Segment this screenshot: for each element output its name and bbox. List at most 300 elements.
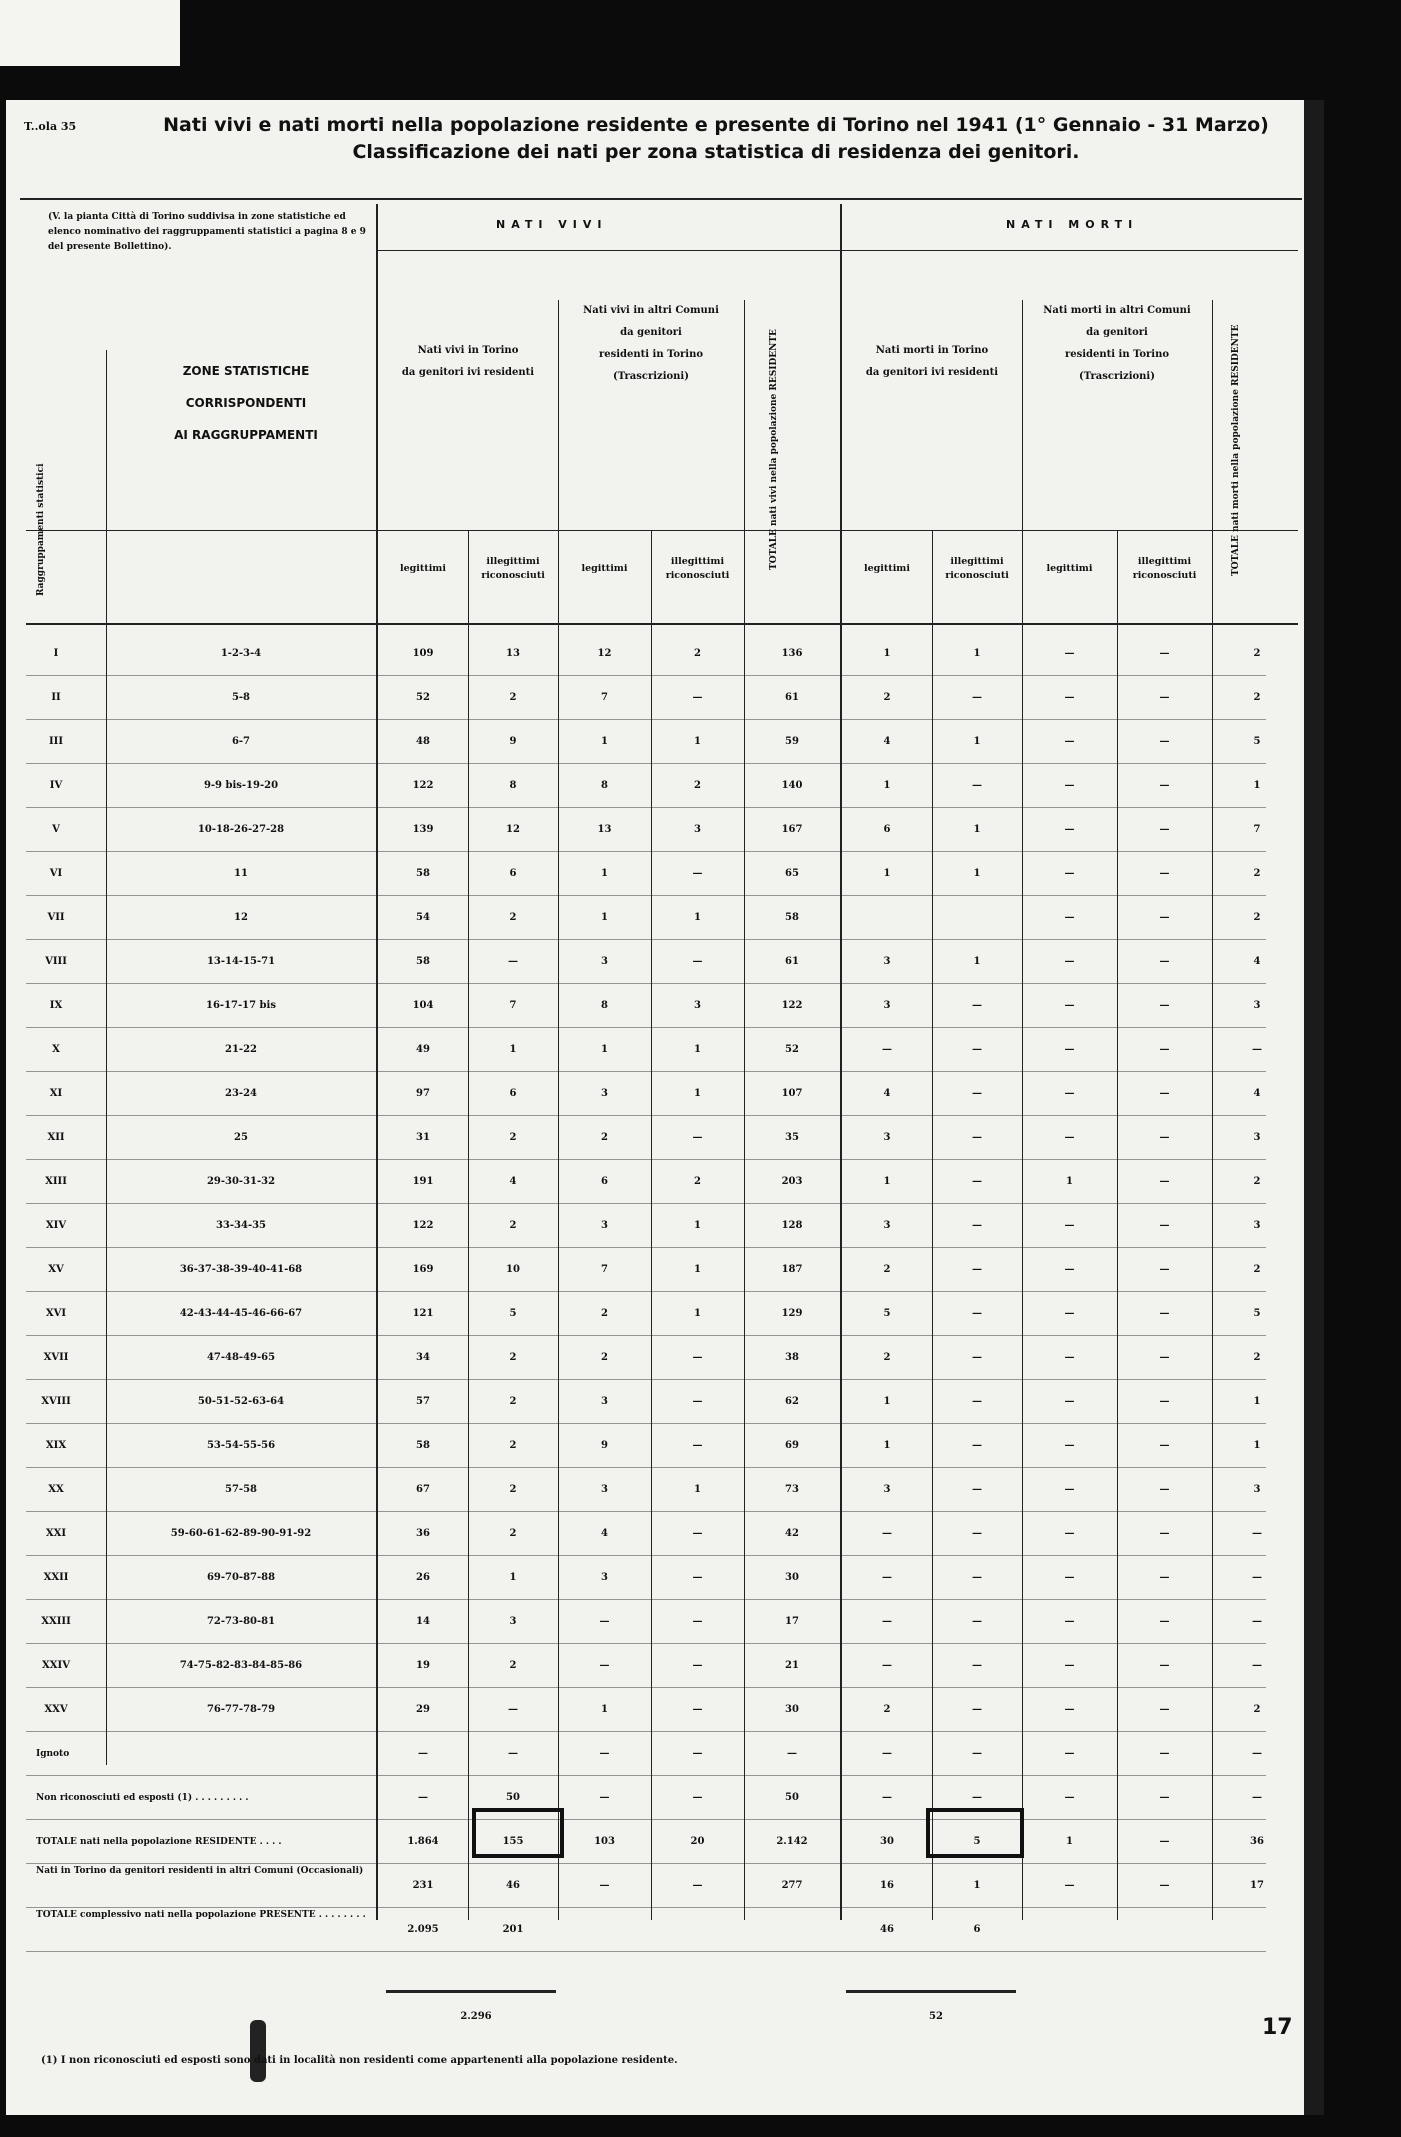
table-cell: —	[1159, 1836, 1170, 1847]
table-cell: 3	[883, 1000, 891, 1011]
table-cell: —	[599, 1748, 610, 1759]
table-cell: 52	[416, 692, 430, 703]
table-cell: 128	[781, 1220, 803, 1231]
table-cell: 1	[1253, 1396, 1261, 1407]
table-cell: —	[692, 1792, 703, 1803]
table-cell	[1117, 1908, 1212, 1952]
table-cell: 1	[694, 1044, 701, 1055]
zone-head-line-1: ZONE STATISTICHE	[182, 364, 310, 378]
table-cell: 49	[416, 1044, 430, 1055]
table-cell: —	[1252, 1660, 1262, 1671]
row-rule	[26, 1951, 1266, 1952]
group-numeral: III	[48, 736, 64, 747]
table-cell: 57	[416, 1396, 430, 1407]
table-cell: 191	[412, 1176, 434, 1187]
nm-torino-line-2: da genitori ivi residenti	[865, 367, 999, 378]
table-row	[26, 1336, 1266, 1380]
table-cell: —	[972, 1484, 982, 1495]
table-cell: 38	[785, 1352, 799, 1363]
zone-list: 12	[234, 912, 248, 923]
table-cell: 62	[785, 1396, 799, 1407]
table-cell: —	[972, 1616, 982, 1627]
table-cell: 103	[594, 1836, 615, 1847]
table-cell: 1	[694, 912, 701, 923]
group-numeral: IV	[49, 780, 63, 791]
group-numeral: V	[52, 824, 60, 835]
table-cell: —	[692, 1704, 703, 1715]
zone-list: 23-24	[225, 1088, 257, 1099]
zone-head-line-2: CORRISPONDENTI	[185, 396, 307, 410]
group-numeral: II	[51, 692, 61, 703]
table-cell: 1	[694, 1220, 701, 1231]
table-cell: 3	[1253, 1132, 1261, 1143]
zone-list: 72-73-80-81	[206, 1616, 276, 1627]
table-cell: —	[972, 1044, 982, 1055]
table-cell: —	[1159, 1792, 1170, 1803]
subhead-illegittimi: illegittimi riconosciuti	[665, 556, 730, 581]
group-numeral: XVIII	[41, 1396, 71, 1407]
table-cell: —	[418, 1792, 428, 1803]
group-numeral: XXII	[43, 1572, 69, 1583]
group-numeral: XXI	[45, 1528, 67, 1539]
header-divider	[378, 250, 1298, 251]
table-cell: 1	[883, 1440, 891, 1451]
table-cell: 4	[1253, 956, 1261, 967]
table-cell: 1	[973, 956, 981, 967]
subhead-legittimi: legittimi	[581, 563, 628, 574]
table-cell: 30	[785, 1704, 799, 1715]
table-cell: —	[882, 1044, 892, 1055]
table-cell: 203	[781, 1176, 803, 1187]
table-cell: 2	[883, 1704, 891, 1715]
table-cell: —	[1064, 1792, 1075, 1803]
table-cell: 3	[601, 1088, 608, 1099]
table-cell: 31	[416, 1132, 430, 1143]
summary-label: TOTALE complessivo nati nella popolazione PRESENTE . . . . . . . .	[36, 1910, 366, 1920]
table-row	[26, 676, 1266, 720]
table-cell: —	[972, 780, 982, 791]
table-cell: 19	[416, 1660, 430, 1671]
table-cell: 30	[785, 1572, 799, 1583]
zone-list: 76-77-78-79	[206, 1704, 276, 1715]
group-numeral: XXIII	[41, 1616, 71, 1627]
table-cell: 2.095	[407, 1924, 439, 1935]
col-nm-altri	[1022, 300, 1212, 388]
table-row	[26, 1072, 1266, 1116]
table-row	[26, 1512, 1266, 1556]
table-cell: 5	[509, 1308, 517, 1319]
table-cell: 1	[973, 868, 981, 879]
nv-altri-line-4: (Trascrizioni)	[613, 371, 689, 382]
table-cell: 2	[509, 1396, 517, 1407]
table-cell: 13	[597, 824, 612, 835]
table-cell: 21	[785, 1660, 799, 1671]
col-raggruppamenti: Raggruppamenti statistici	[36, 463, 46, 597]
table-row	[26, 1424, 1266, 1468]
table-cell: —	[1159, 956, 1170, 967]
table-cell: —	[1159, 736, 1170, 747]
table-cell: 2	[1253, 1704, 1261, 1715]
table-cell: —	[972, 1660, 982, 1671]
table-cell: —	[882, 1572, 892, 1583]
table-cell: —	[1159, 1000, 1170, 1011]
table-cell: 7	[601, 692, 608, 703]
nm-altri-line-4: (Trascrizioni)	[1079, 371, 1155, 382]
table-cell: 58	[416, 868, 430, 879]
table-cell	[932, 896, 1022, 940]
col-totale-vivi: TOTALE nati vivi nella popolazione RESIDENTE	[769, 329, 779, 571]
subhead-illegittimi: illegittimi riconosciuti	[945, 556, 1009, 581]
table-cell: —	[692, 1528, 703, 1539]
table-cell: —	[1252, 1748, 1262, 1759]
table-cell: 1	[973, 648, 981, 659]
table-cell: 1	[883, 1176, 891, 1187]
table-cell: 4	[509, 1176, 517, 1187]
table-cell: —	[692, 1132, 703, 1143]
nm-torino-line-1: Nati morti in Torino	[875, 345, 989, 356]
table-cell: —	[692, 1440, 703, 1451]
table-label: T..ola 35	[24, 120, 77, 133]
table-cell: —	[1159, 1088, 1170, 1099]
table-cell: 1	[601, 912, 608, 923]
table-cell: 58	[785, 912, 799, 923]
nv-altri-line-2: da genitori	[620, 327, 682, 338]
scan-margin	[0, 0, 180, 66]
table-cell: 17	[785, 1616, 799, 1627]
col-nv-torino	[378, 340, 558, 384]
table-cell: 1	[694, 1088, 701, 1099]
table-cell: —	[599, 1880, 610, 1891]
table-cell: —	[692, 1660, 703, 1671]
zone-list: 21-22	[225, 1044, 257, 1055]
table-cell: —	[1159, 1264, 1170, 1275]
summary-row	[26, 1776, 1266, 1820]
table-cell: —	[972, 1176, 982, 1187]
table-cell: 3	[601, 1396, 608, 1407]
table-cell: —	[972, 1792, 982, 1803]
table-cell: 1	[694, 1264, 701, 1275]
page-number: 17	[1262, 2015, 1293, 2040]
table-cell: 35	[785, 1132, 799, 1143]
table-cell: —	[972, 1264, 982, 1275]
table-row	[26, 1248, 1266, 1292]
table-cell: 1	[1253, 780, 1261, 791]
table-cell: —	[1252, 1044, 1262, 1055]
table-cell: 2	[1253, 868, 1261, 879]
zone-list: 50-51-52-63-64	[197, 1396, 285, 1407]
summary-row	[26, 1864, 1266, 1908]
table-cell: 1	[973, 736, 981, 747]
grand-total-morti: 52	[929, 2011, 943, 2022]
table-cell: —	[1159, 1880, 1170, 1891]
table-cell: —	[882, 1616, 892, 1627]
table-cell: —	[1064, 1044, 1075, 1055]
table-cell: 3	[694, 824, 701, 835]
subhead-legittimi: legittimi	[1046, 563, 1093, 574]
highlight-box	[472, 1808, 564, 1858]
col-nv-altri	[558, 300, 744, 388]
table-cell: —	[1159, 1220, 1170, 1231]
table-cell: 104	[412, 1000, 434, 1011]
group-numeral: XVII	[43, 1352, 69, 1363]
subhead-illegittimi: illegittimi riconosciuti	[481, 556, 545, 581]
table-cell: 7	[509, 1000, 517, 1011]
table-cell: —	[508, 1704, 518, 1715]
header-divider	[376, 204, 378, 624]
table-cell: —	[508, 1748, 518, 1759]
table-cell: 1	[1066, 1836, 1073, 1847]
table-cell: —	[1159, 1616, 1170, 1627]
table-cell	[744, 1908, 840, 1952]
table-cell: 1	[883, 1396, 891, 1407]
table-cell: 3	[601, 1220, 608, 1231]
header-divider	[106, 350, 107, 625]
table-cell: 201	[502, 1924, 524, 1935]
table-cell: 2	[509, 1528, 517, 1539]
table-cell: —	[1064, 956, 1075, 967]
table-cell: 5	[883, 1308, 891, 1319]
zone-list: 11	[234, 868, 248, 879]
table-cell: 5	[973, 1836, 981, 1847]
table-cell: 122	[412, 1220, 434, 1231]
table-cell: 97	[416, 1088, 430, 1099]
table-row	[26, 1468, 1266, 1512]
table-cell: 2	[601, 1132, 608, 1143]
table-row	[26, 852, 1266, 896]
table-cell: 2	[1253, 1352, 1261, 1363]
table-cell: 2	[509, 692, 517, 703]
table-cell: 3	[601, 1484, 608, 1495]
group-numeral: XXIV	[42, 1660, 70, 1671]
table-row	[26, 1160, 1266, 1204]
group-numeral: XVI	[45, 1308, 67, 1319]
table-row	[26, 896, 1266, 940]
table-cell: —	[1064, 1440, 1075, 1451]
group-numeral: XXV	[44, 1704, 68, 1715]
table-cell: 2	[1253, 648, 1261, 659]
group-numeral: XIV	[45, 1220, 67, 1231]
table-cell: 7	[601, 1264, 608, 1275]
table-cell: 2	[883, 1264, 891, 1275]
table-cell: 1.864	[407, 1836, 439, 1847]
table-cell: —	[972, 1132, 982, 1143]
nv-torino-line-1: Nati vivi in Torino	[417, 345, 519, 356]
footnote: (1) I non riconosciuti ed esposti sono dati in località non residenti come appartenenti alla popolazione residente.	[41, 2055, 678, 2066]
table-cell: 2	[601, 1352, 608, 1363]
highlight-box	[926, 1808, 1024, 1858]
table-cell: 1	[509, 1044, 517, 1055]
table-cell: 140	[781, 780, 803, 791]
table-cell: —	[1064, 1572, 1075, 1583]
table-cell: —	[1064, 912, 1075, 923]
table-cell: 4	[883, 736, 891, 747]
table-cell: —	[1252, 1572, 1262, 1583]
summary-row	[26, 1732, 1266, 1776]
document-page	[6, 100, 1304, 2115]
table-cell: 3	[1253, 1220, 1261, 1231]
group-numeral: XIII	[45, 1176, 67, 1187]
col-nm-torino	[842, 340, 1022, 384]
table-cell: —	[1064, 1396, 1075, 1407]
table-cell: 155	[502, 1836, 524, 1847]
table-cell: —	[1064, 1748, 1075, 1759]
table-cell: 48	[416, 736, 430, 747]
table-row	[26, 1380, 1266, 1424]
table-cell: 2	[883, 692, 891, 703]
zone-list: 47-48-49-65	[206, 1352, 276, 1363]
table-cell: 1	[973, 824, 981, 835]
summary-row	[26, 1820, 1266, 1864]
table-cell: 121	[412, 1308, 434, 1319]
zone-list: 13-14-15-71	[206, 956, 276, 967]
table-cell: 2	[1253, 692, 1261, 703]
table-cell: 14	[416, 1616, 430, 1627]
table-cell: 12	[506, 824, 520, 835]
table-cell: 3	[883, 1484, 891, 1495]
group-numeral: VI	[49, 868, 63, 879]
subhead-illegittimi: illegittimi riconosciuti	[1132, 556, 1197, 581]
table-cell: —	[599, 1792, 610, 1803]
zone-list: 5-8	[231, 692, 251, 703]
group-numeral: VII	[47, 912, 65, 923]
table-cell: 42	[785, 1528, 799, 1539]
table-cell: 6	[509, 868, 517, 879]
table-cell: —	[692, 868, 703, 879]
table-cell: 1	[883, 868, 891, 879]
table-cell: —	[1252, 1792, 1262, 1803]
table-cell: —	[1064, 1264, 1075, 1275]
table-cell: —	[1159, 1352, 1170, 1363]
table-cell: —	[972, 1748, 982, 1759]
table-cell: 1	[509, 1572, 517, 1583]
table-cell: —	[1159, 1440, 1170, 1451]
table-cell: —	[1159, 1660, 1170, 1671]
table-cell: 3	[883, 956, 891, 967]
table-cell: —	[1064, 868, 1075, 879]
table-cell: 2	[694, 780, 701, 791]
table-cell: 58	[416, 1440, 430, 1451]
table-cell: 26	[416, 1572, 430, 1583]
table-row	[26, 1600, 1266, 1644]
table-cell: 2	[509, 1660, 517, 1671]
table-cell: 2	[1253, 912, 1261, 923]
table-cell: —	[692, 1352, 703, 1363]
table-cell: 12	[597, 648, 612, 659]
table-cell: —	[1064, 1132, 1075, 1143]
table-cell: 1	[883, 648, 891, 659]
table-cell: 5	[1253, 736, 1261, 747]
table-cell: 58	[416, 956, 430, 967]
table-cell: —	[1064, 736, 1075, 747]
zone-head-line-3: AI RAGGRUPPAMENTI	[174, 428, 318, 442]
table-cell: 129	[781, 1308, 803, 1319]
subhead-legittimi: legittimi	[864, 563, 910, 574]
table-cell: 3	[883, 1220, 891, 1231]
header-divider	[26, 530, 1298, 531]
table-cell: —	[1159, 1528, 1170, 1539]
group-numeral: XI	[49, 1088, 63, 1099]
table-cell: —	[1064, 1088, 1075, 1099]
table-cell: 136	[781, 648, 803, 659]
table-cell: —	[1064, 1660, 1075, 1671]
col-zone-statistiche	[136, 355, 356, 451]
table-cell: 109	[412, 648, 434, 659]
table-cell: —	[1064, 1616, 1075, 1627]
table-cell: —	[1159, 1484, 1170, 1495]
table-cell: 122	[781, 1000, 803, 1011]
zone-list: 6-7	[231, 736, 251, 747]
zone-list: 69-70-87-88	[206, 1572, 276, 1583]
total-underline	[386, 1990, 556, 1993]
summary-label: Non riconosciuti ed esposti (1) . . . . . . . . .	[36, 1793, 249, 1803]
zone-list: 33-34-35	[215, 1220, 267, 1231]
table-cell	[1212, 1908, 1302, 1952]
table-cell: 3	[509, 1616, 517, 1627]
zone-list: 29-30-31-32	[206, 1176, 276, 1187]
table-cell: 6	[509, 1088, 517, 1099]
summary-label: Nati in Torino da genitori residenti in altri Comuni (Occasionali)	[36, 1866, 364, 1876]
map-note: (V. la pianta Città di Torino suddivisa in zone statistiche ed elenco nominativo dei raggruppamenti statistici a pagina 8 e 9 del presente Bollettino).	[48, 212, 366, 252]
table-cell: 69	[785, 1440, 799, 1451]
table-row	[26, 1644, 1266, 1688]
table-cell: —	[692, 956, 703, 967]
title-line-1: Nati vivi e nati morti nella popolazione residente e presente di Torino nel 1941 (1° Gennaio - 31 Marzo)	[163, 114, 1269, 136]
table-cell: —	[972, 1440, 982, 1451]
table-cell: 6	[973, 1924, 981, 1935]
table-cell: —	[972, 1088, 982, 1099]
table-cell: —	[1064, 1308, 1075, 1319]
table-cell: 231	[412, 1880, 434, 1891]
header-divider	[840, 204, 842, 624]
table-cell: —	[1159, 824, 1170, 835]
table-cell: 2	[883, 1352, 891, 1363]
table-row	[26, 1292, 1266, 1336]
table-cell: 6	[883, 824, 891, 835]
table-cell: 8	[601, 780, 608, 791]
table-cell: —	[972, 1220, 982, 1231]
table-cell: —	[692, 1616, 703, 1627]
zone-list: 74-75-82-83-84-85-86	[179, 1660, 303, 1671]
table-cell: —	[972, 1352, 982, 1363]
table-cell: 1	[601, 736, 608, 747]
group-numeral: IX	[49, 1000, 63, 1011]
nm-altri-line-1: Nati morti in altri Comuni	[1043, 305, 1191, 316]
table-cell: —	[972, 1000, 982, 1011]
summary-row	[26, 1908, 1266, 1952]
zone-list: 36-37-38-39-40-41-68	[179, 1264, 303, 1275]
table-cell: —	[882, 1528, 892, 1539]
table-cell: 2	[694, 648, 701, 659]
table-row	[26, 1028, 1266, 1072]
zone-list: 16-17-17 bis	[206, 1000, 276, 1011]
table-cell: 2	[601, 1308, 608, 1319]
table-cell: —	[1064, 1484, 1075, 1495]
table-cell: 36	[1250, 1836, 1264, 1847]
table-cell: —	[1064, 1880, 1075, 1891]
table-cell: —	[692, 1748, 703, 1759]
table-cell: 3	[601, 956, 608, 967]
table-cell: 2	[694, 1176, 701, 1187]
table-cell: 2	[509, 912, 517, 923]
table-cell: 1	[973, 1880, 981, 1891]
table-cell: —	[1159, 1704, 1170, 1715]
finger-mark	[250, 2020, 266, 2082]
table-cell: 169	[412, 1264, 434, 1275]
table-cell: 3	[694, 1000, 701, 1011]
group-numeral: XII	[47, 1132, 65, 1143]
table-row	[26, 1556, 1266, 1600]
summary-label: Ignoto	[36, 1749, 70, 1759]
